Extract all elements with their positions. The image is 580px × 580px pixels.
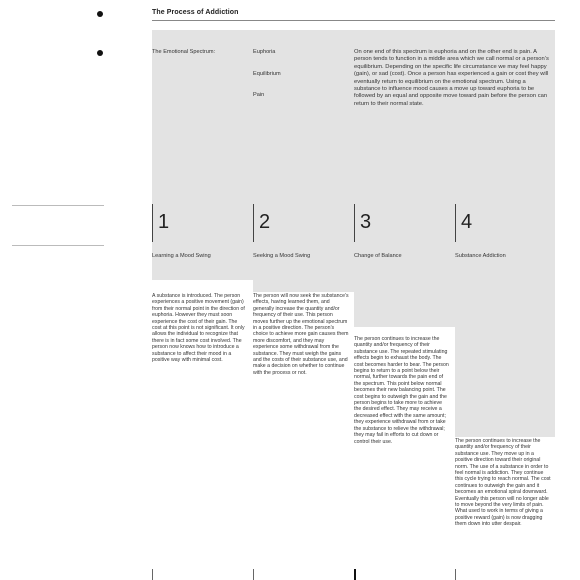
stage-3-number: 3 bbox=[360, 211, 372, 233]
stage-4-number-bar bbox=[455, 204, 456, 242]
stage-2-number-bar bbox=[253, 204, 254, 242]
spectrum-pain: Pain bbox=[253, 92, 265, 98]
stage-3-body: The person continues to increase the quantity and/or frequency of their substance use. The repeated stimulating effects begin to exhaust the body. The cost becomes harder to bear. The person begins to return to a point below their normal, further towards the pain end of the spectrum. This point below normal becomes their new balancing point. The cost begins to outweigh the gain and the person begins to take more to achieve the desired effect. They may receive a decreased effect with the same amount; they experience withdrawal from or take the substance to relieve the withdrawal; they may fail in efforts to cut down or control their use. bbox=[354, 336, 449, 445]
gray-panel-step-4 bbox=[455, 327, 555, 437]
stage-4-title: Substance Addiction bbox=[455, 253, 506, 259]
left-margin-rule-2 bbox=[12, 245, 104, 246]
spectrum-label: The Emotional Spectrum: bbox=[152, 49, 216, 55]
stage-1-body: A substance is introduced. The person experiences a positive movement (gain) from their normal point in the direction of euphoria. However they must soon experience the cost of their gain. The cost at this point is not significant. It only allows the individual to recognize that there is in fact some cost involved. The person now knows how to introduce a substance to affect their mood in a positive way with minimal cost. bbox=[152, 293, 245, 364]
stage-2-number: 2 bbox=[259, 211, 271, 233]
bullet-dot-2 bbox=[97, 50, 103, 56]
page-title: The Process of Addiction bbox=[152, 9, 239, 16]
stage-1-title: Learning a Mood Swing bbox=[152, 253, 211, 259]
stage-1-number-bar bbox=[152, 204, 153, 242]
bottom-tick-1 bbox=[152, 569, 153, 580]
stage-3-number-bar bbox=[354, 204, 355, 242]
left-margin-rule-1 bbox=[12, 205, 104, 206]
stage-2-title: Seeking a Mood Swing bbox=[253, 253, 311, 259]
gray-panel-step-3 bbox=[354, 292, 555, 327]
gray-panel-step-2 bbox=[253, 280, 555, 292]
stage-2-body: The person will now seek the substance’s effects, having learned them, and generally increase the quantity and/or frequency of their use. This person moves further up the emotional spectrum in a positive direction. The person’s choice to achieve more gain causes them more discomfort, and they may experience some withdrawal from the substance. They must weigh the gains and the costs of their substance use, and make a decision on whether to continue with the process or not. bbox=[253, 293, 349, 376]
bullet-dot-1 bbox=[97, 11, 103, 17]
bottom-tick-2 bbox=[253, 569, 254, 580]
stage-4-number: 4 bbox=[461, 211, 473, 233]
stage-4-body: The person continues to increase the quantity and/or frequency of their substance use. They move up in a positive direction toward their original norm. The use of a substance in order to feel normal is addiction. They continue this cycle trying to reach normal. The cost continues to outweigh the gain and it becomes an emotional spiral downward. Eventually this person will no longer able to move beyond the very limits of pain. What used to work in terms of giving a positive reward (gain) is now dragging them down into utter despair. bbox=[455, 438, 551, 528]
stage-1-number: 1 bbox=[158, 211, 170, 233]
spectrum-description: On one end of this spectrum is euphoria and on the other end is pain. A person tends to function in a middle area which we call normal or a person’s equilibrium. Depending on the specific life circumstance we may feel happy (gain), or sad (cost). Once a person has experienced a gain or cost they will eventually return to equilibrium on the emotional spectrum. Using a substance to influence mood causes a move up toward euphoria to be followed by an equal and opposite move toward pain before the person can return to their normal state. bbox=[354, 49, 549, 107]
bottom-tick-3 bbox=[354, 569, 356, 580]
spectrum-equilibrium: Equilibrium bbox=[253, 71, 281, 77]
title-rule bbox=[152, 20, 555, 21]
stage-3-title: Change of Balance bbox=[354, 253, 402, 259]
spectrum-euphoria: Euphoria bbox=[253, 49, 276, 55]
bottom-tick-4 bbox=[455, 569, 456, 580]
